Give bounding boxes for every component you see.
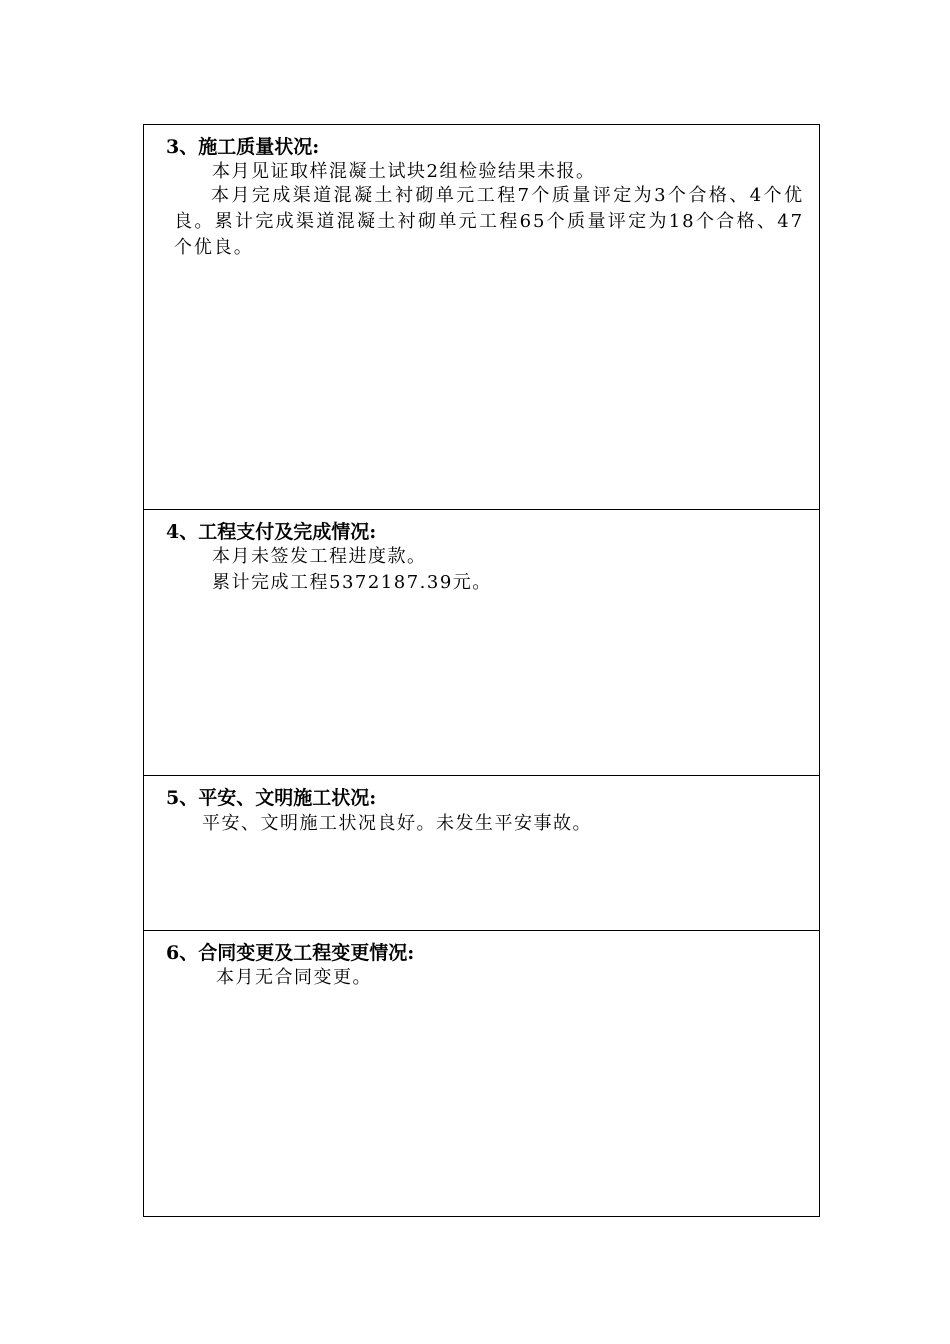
- section-paragraph: 本月未签发工程进度款。: [212, 546, 427, 567]
- section-safety-civilized-construction: [144, 776, 819, 931]
- report-table: [143, 124, 820, 1217]
- section-paragraph: 平安、文明施工状况良好。未发生平安事故。: [202, 813, 592, 834]
- section-payment-completion: [144, 510, 819, 776]
- section-paragraph: 本月无合同变更。: [216, 967, 372, 988]
- section-heading: 6、合同变更及工程变更情况:: [166, 942, 415, 964]
- section-heading: 3、施工质量状况:: [166, 136, 320, 158]
- section-construction-quality: [144, 125, 819, 510]
- section-heading: 4、工程支付及完成情况:: [166, 521, 377, 543]
- section-paragraph: 本月见证取样混凝土试块2组检验结果未报。: [212, 161, 596, 182]
- section-contract-changes: [144, 931, 819, 1216]
- section-paragraph: 累计完成工程5372187.39元。: [212, 572, 492, 593]
- section-heading: 5、平安、文明施工状况:: [166, 787, 377, 809]
- section-paragraph: 本月完成渠道混凝土衬砌单元工程7个质量评定为3个合格、4个优良。累计完成渠道混凝土衬砌单元工程65个质量评定为18个合格、47个优良。: [174, 185, 804, 258]
